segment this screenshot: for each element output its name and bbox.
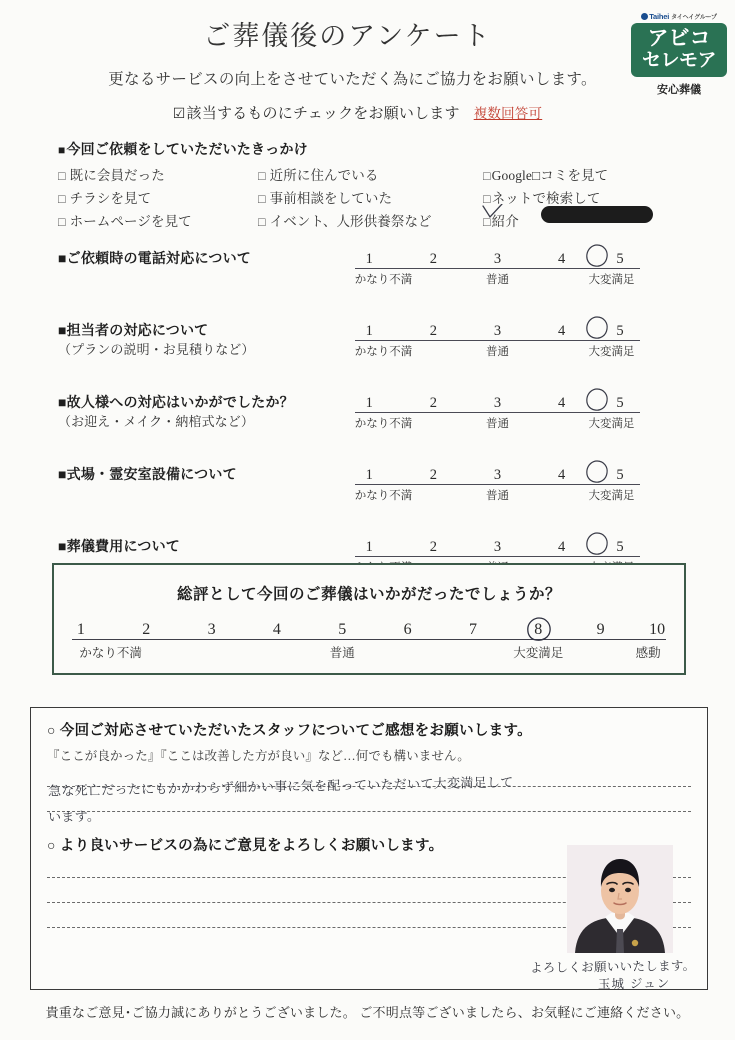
checkbox-icon[interactable]: □	[58, 215, 66, 229]
checkbox-icon[interactable]: □	[483, 215, 491, 229]
rating-question-heading	[58, 248, 251, 268]
scale-number-4[interactable]: 4	[558, 467, 566, 483]
scale-number-1[interactable]: 1	[365, 251, 373, 267]
scale-number-1[interactable]: 1	[365, 323, 373, 339]
staff-comment-heading-label: 今回ご対応させていただいたスタッフについてご感想をお願いします。	[59, 723, 532, 739]
rating-question-sub: （お迎え・メイク・納棺式など）	[58, 414, 254, 429]
reason-column-2	[258, 164, 483, 230]
check-instruction	[0, 102, 715, 123]
logo-group-line	[631, 12, 727, 21]
scale-number-4[interactable]: 4	[558, 539, 566, 555]
scale-number-9[interactable]: 9	[596, 621, 605, 638]
scale-number-1[interactable]: 1	[365, 539, 373, 555]
scale-number-4[interactable]: 4	[558, 251, 566, 267]
scale-number-3[interactable]: 3	[493, 323, 502, 339]
reason-option-member[interactable]	[58, 164, 258, 184]
scale-label-low: かなり不満	[79, 646, 142, 660]
scale-label-high: 大変満足	[588, 418, 635, 430]
checkbox-icon[interactable]: □	[258, 169, 266, 183]
scale-label-high: 大変満足	[513, 646, 564, 660]
scale-numbers	[355, 536, 640, 557]
rating-question-heading	[58, 320, 208, 340]
rating-scale[interactable]	[355, 320, 640, 361]
reason-question-heading	[58, 139, 735, 159]
scale-label-high: 大変満足	[588, 490, 635, 502]
checked-box-icon: ☑	[172, 107, 186, 122]
staff-photo	[567, 845, 673, 953]
scale-number-1[interactable]: 1	[76, 621, 85, 638]
scale-number-5[interactable]: 5	[616, 395, 624, 411]
checkbox-icon[interactable]: □	[258, 215, 266, 229]
reason-option-label: チラシを見て	[69, 191, 152, 206]
circle-bullet-icon: ○	[47, 722, 56, 738]
rating-scale[interactable]	[355, 392, 640, 433]
scale-number-3[interactable]: 3	[493, 539, 502, 555]
logo-tagline: 安心葬儀	[657, 84, 701, 97]
reason-option-label: ネットで検索して	[491, 191, 601, 206]
logo-brand-box	[631, 23, 727, 77]
scale-number-6[interactable]: 6	[403, 621, 412, 638]
logo-line1: アビコ	[647, 27, 711, 50]
check-instruction-label: 該当するものにチェックをお願いします	[186, 106, 460, 122]
scale-number-5[interactable]: 5	[616, 251, 624, 267]
rating-question-sub: （プランの説明・お見積りなど）	[58, 342, 255, 357]
scale-number-4[interactable]: 4	[272, 621, 281, 638]
checkbox-icon[interactable]: □	[58, 169, 66, 183]
reason-option-label: 近所に住んでいる	[269, 168, 379, 183]
scale-number-5[interactable]: 5	[338, 621, 347, 638]
reason-option-label: ホームページを見て	[69, 214, 192, 229]
overall-rating-scale[interactable]	[72, 618, 666, 661]
rating-scale[interactable]	[355, 464, 640, 505]
reason-options-columns	[58, 164, 735, 230]
scale-number-3[interactable]: 3	[493, 251, 502, 267]
scale-label-low: かなり不満	[354, 418, 413, 430]
square-bullet-icon: ■	[58, 394, 67, 410]
scale-numbers	[355, 392, 640, 413]
scale-number-2[interactable]: 2	[429, 539, 437, 555]
scale-label-top: 感動	[635, 646, 661, 660]
page-title: ご葬儀後のアンケート	[203, 21, 492, 51]
selected-answer-circle-icon	[584, 243, 610, 269]
scale-numbers	[355, 248, 640, 269]
staff-comment-handwriting-line2: います。	[47, 809, 101, 826]
rating-scale[interactable]	[355, 248, 640, 289]
scale-number-4[interactable]: 4	[558, 395, 566, 411]
reason-option-consultation[interactable]	[258, 187, 483, 207]
scale-label-mid: 普通	[486, 346, 509, 358]
company-logo	[631, 12, 727, 97]
circle-bullet-icon: ○	[47, 837, 56, 853]
scale-label-mid: 普通	[486, 418, 509, 430]
writing-line[interactable]	[47, 811, 691, 812]
scale-label-low: かなり不満	[354, 274, 413, 286]
scale-label-mid: 普通	[486, 274, 509, 286]
reason-option-label: イベント、人形供養祭など	[269, 214, 432, 229]
scale-numbers	[355, 464, 640, 485]
rating-heading-label: ご依頼時の電話対応について	[66, 250, 251, 266]
rating-question-heading	[58, 392, 294, 412]
scale-label-mid: 普通	[486, 490, 509, 502]
overall-rating-title: 総評として今回のご葬儀はいかがだったでしょうか？	[176, 586, 561, 603]
reason-option-label: 事前相談をしていた	[269, 191, 393, 206]
scale-number-4[interactable]: 4	[558, 323, 566, 339]
checkbox-icon[interactable]: □	[483, 192, 491, 206]
reason-option-homepage[interactable]	[58, 210, 258, 230]
reason-option-label: 既に会員だった	[69, 168, 165, 183]
page-subtitle: 更なるサービスの向上をさせていただく為にご協力をお願いします。	[108, 71, 597, 88]
square-bullet-icon: ■	[58, 322, 67, 338]
page-header	[0, 0, 735, 123]
scale-label-mid: 普通	[329, 646, 355, 660]
signature-name: 玉城 ジュン	[597, 975, 671, 992]
scale-labels	[355, 343, 640, 361]
scale-label-low: かなり不満	[354, 346, 413, 358]
staff-portrait-illustration	[567, 845, 673, 953]
scale-label-high: 大変満足	[588, 274, 635, 286]
rating-question-heading	[58, 464, 237, 484]
scale-number-2[interactable]: 2	[429, 395, 437, 411]
rating-heading-label: 式場・霊安室設備について	[66, 466, 237, 482]
rating-questions-list	[0, 248, 735, 608]
service-comment-heading-label: より良いサービスの為にご意見をよろしくお願いします。	[59, 838, 444, 854]
scale-labels	[355, 271, 640, 289]
scale-number-10[interactable]: 10	[649, 621, 666, 638]
scale-number-2[interactable]: 2	[429, 251, 437, 267]
scale-label-low: かなり不満	[354, 490, 413, 502]
scale-number-3[interactable]: 3	[493, 467, 502, 483]
scale-labels	[355, 487, 640, 505]
reason-column-1	[58, 164, 258, 230]
scale-numbers	[355, 320, 640, 341]
scale-number-7[interactable]: 7	[468, 621, 477, 638]
overall-rating-box	[52, 563, 686, 675]
footer-note: 貴重なご意見･ご協力誠にありがとうございました。 ご不明点等ございましたら、お気軽にご連絡ください。	[45, 1005, 690, 1020]
logo-group-name: タイヘイグループ	[671, 15, 717, 21]
reason-option-flyer[interactable]	[58, 187, 258, 207]
rating-row-phone	[0, 248, 735, 320]
reason-option-label: 紹介	[491, 214, 519, 229]
scale-number-3[interactable]: 3	[493, 395, 502, 411]
scale-numbers	[72, 618, 666, 640]
checkbox-icon[interactable]: □	[483, 169, 491, 183]
scale-number-1[interactable]: 1	[365, 467, 373, 483]
rating-heading-label: 葬儀費用について	[66, 538, 180, 554]
signature-message: よろしくお願いいたします。	[529, 957, 696, 976]
scale-number-3[interactable]: 3	[207, 621, 216, 638]
scale-number-2[interactable]: 2	[142, 621, 151, 638]
square-bullet-icon: ■	[58, 538, 67, 554]
scale-number-1[interactable]: 1	[365, 395, 373, 411]
checkbox-icon[interactable]: □	[58, 192, 66, 206]
reason-option-nearby[interactable]	[258, 164, 483, 184]
reason-question-block	[0, 139, 735, 230]
scale-number-8[interactable]: 8	[534, 621, 543, 638]
rating-heading-label: 担当者の対応について	[66, 322, 209, 338]
scale-number-5[interactable]: 5	[616, 467, 624, 483]
scale-number-5[interactable]: 5	[616, 323, 624, 339]
scale-labels	[72, 643, 666, 661]
reason-heading-label: 今回ご依頼をしていただいたきっかけ	[66, 141, 308, 157]
taihei-mark-icon	[641, 13, 648, 20]
scale-number-2[interactable]: 2	[429, 323, 437, 339]
reason-column-3	[483, 164, 683, 230]
rating-row-staff	[0, 320, 735, 392]
rating-row-deceased	[0, 392, 735, 464]
reason-option-label: Google□コミを見て	[491, 168, 609, 183]
logo-line2: セレモア	[641, 49, 716, 71]
rating-row-facility	[0, 464, 735, 536]
scale-number-2[interactable]: 2	[429, 467, 437, 483]
checkbox-icon[interactable]: □	[258, 192, 266, 206]
rating-heading-label: 故人様への対応はいかがでしたか？	[66, 394, 294, 410]
staff-comment-handwriting-line1: 急な死亡だったにもかかわらず細かい事に気を配っていただいて大変満足して	[47, 775, 514, 800]
square-bullet-icon: ■	[58, 143, 66, 157]
scale-labels	[355, 415, 640, 433]
logo-group-mark: Taihei	[649, 12, 670, 21]
reason-option-event[interactable]	[258, 210, 483, 230]
redaction-bar	[541, 206, 653, 223]
staff-comment-note: 『ここが良かった』『ここは改善した方が良い』など…何でも構いません。	[47, 749, 470, 763]
reason-option-google-review[interactable]	[483, 164, 683, 184]
scale-label-high: 大変満足	[588, 346, 635, 358]
reason-option-web-search[interactable]	[483, 187, 683, 207]
multi-answer-note: 複数回答可	[473, 106, 543, 121]
square-bullet-icon: ■	[58, 250, 67, 266]
scale-number-5[interactable]: 5	[616, 539, 624, 555]
square-bullet-icon: ■	[58, 466, 67, 482]
rating-question-heading	[58, 536, 180, 556]
staff-comment-heading	[47, 719, 691, 740]
